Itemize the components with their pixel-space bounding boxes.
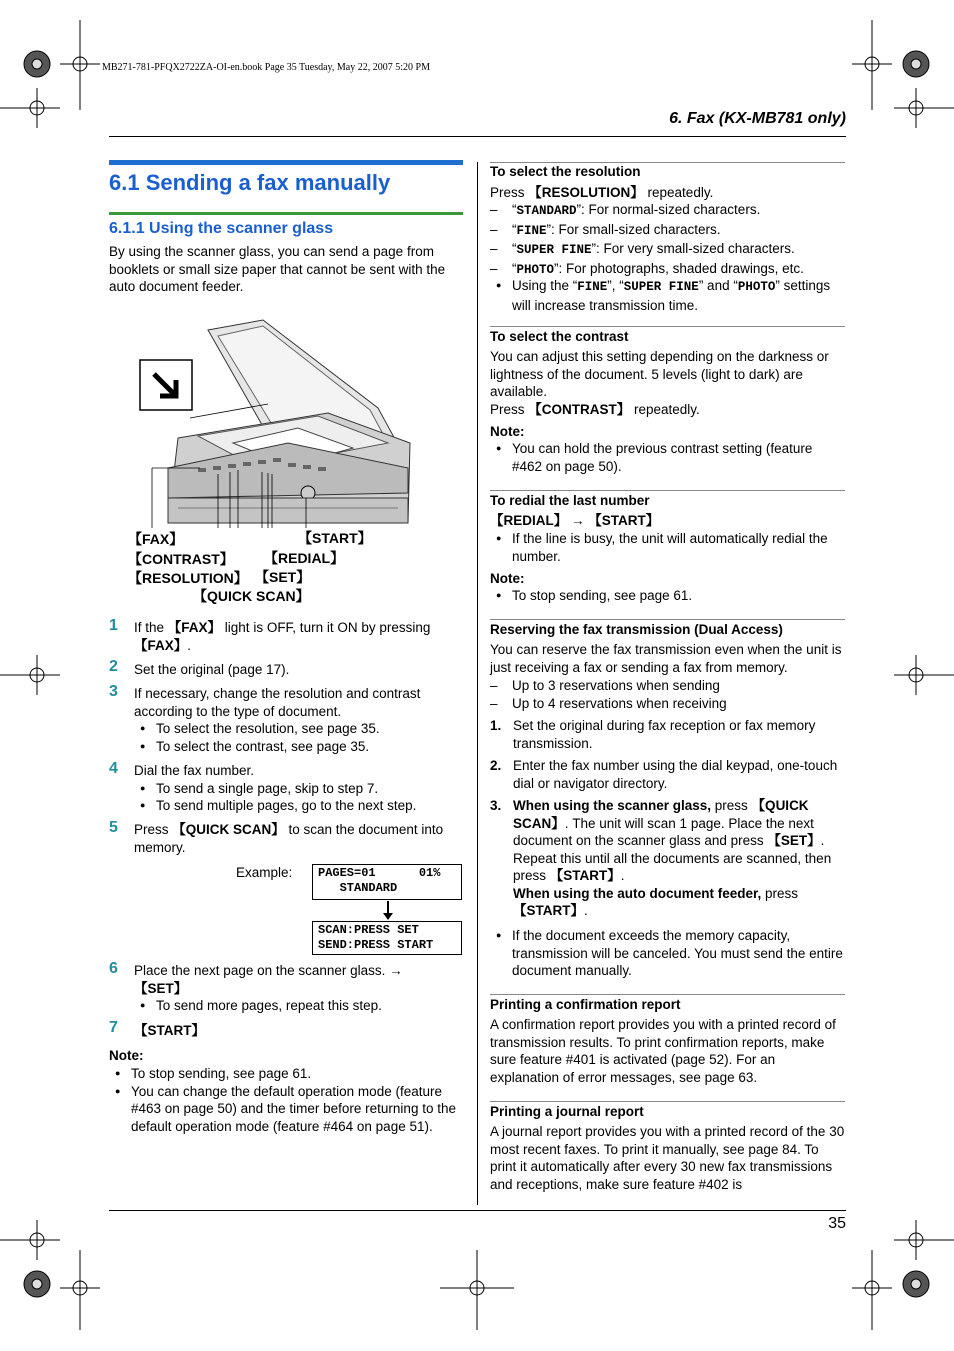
step-1-text: If the 【FAX】 light is OFF, turn it ON by pressing 【FAX】. [134,620,431,653]
file-info: MB271-781-PFQX2722ZA-OI-en.book Page 35 Tuesday, May 22, 2007 5:20 PM [102,62,430,73]
resolution-press: Press 【RESOLUTION】 repeatedly. [490,185,714,200]
step-5-text: Press 【QUICK SCAN】 to scan the document into memory. [134,822,444,855]
step-3-text: If necessary, change the resolution and contrast according to the type of document. ● To select the resolution, see page 35. ● To select the contrast, see page 35. [134,685,464,755]
step-6-text: Place the next page on the scanner glass. → 【SET】 ● To send more pages, repeat this step. [134,962,464,1015]
redial-bullet: ● If the line is busy, the unit will automatically redial the number. [490,530,846,565]
example-label: Example: [236,865,293,880]
contrast-press: Press 【CONTRAST】 repeatedly. [490,402,700,417]
scanner-illustration [138,318,413,528]
journal-heading: Printing a journal report [490,1104,644,1119]
resolution-bullet: ● Using the “FINE”, “SUPER FINE” and “PHOTO” settings will increase transmission time. [490,277,846,314]
step-number: 3 [109,683,118,700]
note-list: ● To stop sending, see page 61. ● You can change the default operation mode (feature #463 on page 50) and the timer before returning to the default operation mode (feature #464 on page 51). [109,1065,464,1135]
confirmation-text: A confirmation report provides you with a printed record of transmission results. To print confirmation reports, make sure feature #401 is activated (page 52). For an explanation of error messages, see page 63. [490,1017,836,1085]
step-4-text: Dial the fax number. ● To send a single page, skip to step 7. ● To send multiple pages, go to the next step. [134,762,464,815]
dual-access-step-1: 1. Set the original during fax reception or fax memory transmission. [490,718,816,751]
callout-resolution: 【RESOLUTION】 [128,570,248,586]
callout-quick-scan: 【QUICK SCAN】 [193,588,310,604]
dual-access-step-3: 3. When using the scanner glass, press 【QUICK SCAN】. The unit will scan 1 page. Place the next document on the scanner glass and press 【SET】. Repeat this until all the documents are scanned, then press 【START】. When using the auto document feeder, press 【START】. [490,798,832,918]
contrast-note: ● You can hold the previous contrast setting (feature #462 on page 50). [490,440,846,475]
section-rule [490,994,845,995]
contrast-note-label: Note: [490,424,525,439]
step-number: 7 [109,1019,118,1036]
redial-heading: To redial the last number [490,493,650,508]
header-rule [109,136,846,137]
redial-note: ● To stop sending, see page 61. [490,587,846,605]
arrow-down-icon [381,901,395,921]
contrast-text: You can adjust this setting depending on the darkness or lightness of the document. 5 levels (light to dark) are available. [490,349,829,399]
step-number: 5 [109,819,118,836]
section-subtitle: 6.1.1 Using the scanner glass [109,220,334,237]
column-divider [477,162,478,1205]
redial-keys: 【REDIAL】 → 【START】 [490,513,660,528]
redial-note-label: Note: [490,571,525,586]
step-number: 6 [109,960,118,977]
step-number: 4 [109,760,118,777]
title-bar [109,160,463,165]
callout-contrast: 【CONTRAST】 [128,551,234,567]
dual-access-bullet: ● If the document exceeds the memory capacity, transmission will be canceled. You must send the entire document manually. [490,927,846,980]
intro-text: By using the scanner glass, you can send a page from booklets or small size paper that cannot be sent with the auto document feeder. [109,244,446,294]
section-rule [490,619,845,620]
page-number: 35 [828,1215,846,1232]
step-number: 2 [109,658,118,675]
footer-rule [109,1210,846,1211]
step-number: 1 [109,617,118,634]
section-header: 6. Fax (KX-MB781 only) [669,110,846,127]
section-rule [490,1101,845,1102]
section-rule [490,162,845,163]
subtitle-bar [109,212,463,215]
journal-text: A journal report provides you with a printed record of the 30 most recent faxes. To print it manually, see page 84. To print it automatically after every 30 new fax transmissions and receptions, make sure feature #402 is [490,1124,845,1192]
callout-fax: 【FAX】 [128,531,184,547]
callout-start: 【START】 [298,530,372,546]
step-2-text: Set the original (page 17). [134,662,290,677]
resolution-modes: – “STANDARD”: For normal-sized characters. – “FINE”: For small-sized characters. – “SUPER FINE”: For very small-sized characters. – “PHOTO”: For photographs, shaded drawings, etc. [490,201,846,279]
callout-set: 【SET】 [255,569,311,585]
section-rule [490,326,845,327]
step-7-text: 【START】 [134,1023,205,1038]
dual-access-limits: – Up to 3 reservations when sending – Up to 4 reservations when receiving [490,677,846,712]
note-label: Note: [109,1048,144,1063]
dual-access-text: You can reserve the fax transmission even when the unit is just receiving a fax or sending a fax from memory. [490,642,842,675]
lcd-display-2: SCAN:PRESS SET SEND:PRESS START [312,921,462,955]
section-rule [490,490,845,491]
dual-access-heading: Reserving the fax transmission (Dual Access) [490,622,783,637]
contrast-heading: To select the contrast [490,329,629,344]
lcd-display-1: PAGES=01 01% STANDARD [312,864,462,900]
resolution-heading: To select the resolution [490,164,641,179]
page-title: 6.1 Sending a fax manually [109,170,391,195]
dual-access-step-2: 2. Enter the fax number using the dial keypad, one-touch dial or navigator directory. [490,758,838,791]
callout-redial: 【REDIAL】 [264,550,345,566]
confirmation-heading: Printing a confirmation report [490,997,681,1012]
